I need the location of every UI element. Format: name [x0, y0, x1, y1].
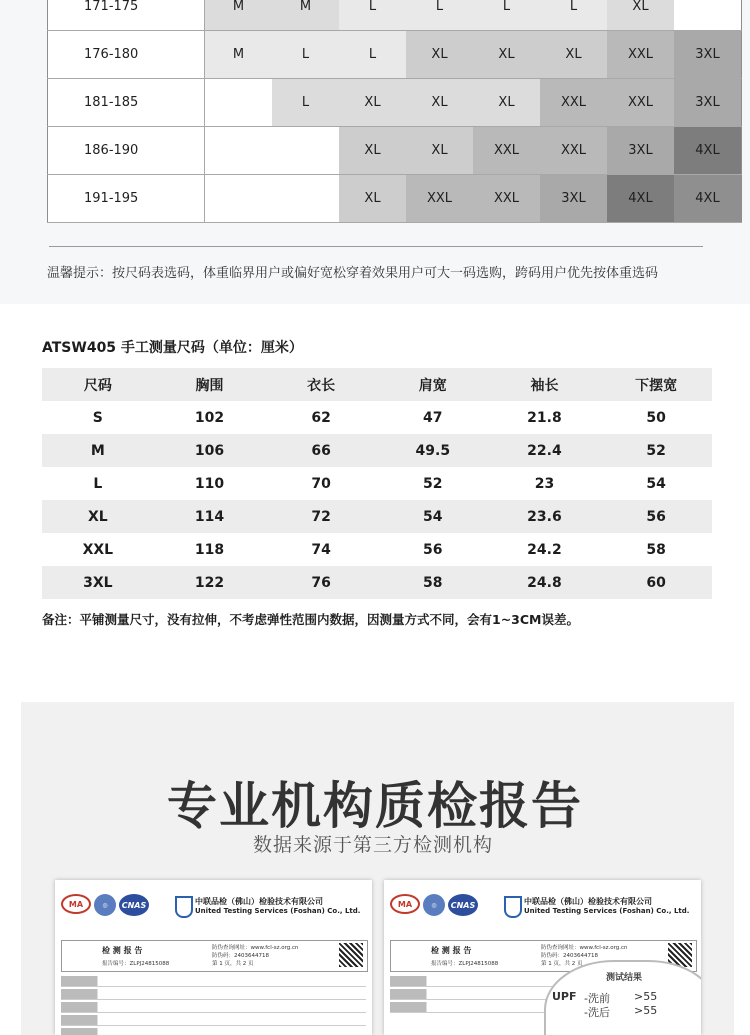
upf-before-value: >55: [634, 990, 658, 1003]
table-cell: 76: [311, 574, 331, 591]
size-cell: [205, 175, 273, 223]
size-cell: XL: [406, 79, 473, 127]
uts-logo-icon: [504, 896, 522, 918]
size-recommendation-grid: [47, 0, 742, 223]
magnified-result: [544, 960, 701, 1035]
size-tip: 温馨提示：按尺码表选码，体重临界用户或偏好宽松穿着效果用户可大一码选购，跨码用户优先按体重选码: [47, 266, 659, 281]
table-cell: 49.5: [415, 442, 451, 459]
size-cell: M: [205, 31, 273, 79]
table-cell: 24.2: [527, 541, 562, 558]
table-cell: 70: [311, 475, 331, 492]
size-cell: [205, 127, 273, 175]
table-cell: 110: [194, 475, 225, 492]
report-page: 第 1 页，共 2 页: [541, 961, 583, 967]
table-cell: 66: [311, 442, 331, 459]
size-cell: 3XL: [540, 175, 607, 223]
report-section-title: 专业机构质检报告: [167, 777, 583, 835]
table-cell: 122: [194, 574, 225, 591]
table-row: [42, 467, 712, 500]
size-cell: L: [406, 0, 473, 31]
report-number: 报告编号：ZLPJ24815088: [102, 961, 170, 967]
table-cell: 60: [646, 574, 666, 591]
size-cell: M: [272, 0, 339, 31]
report-doc-title: 检 测 报 告: [431, 946, 472, 955]
size-cell: 3XL: [674, 79, 742, 127]
table-cell: 72: [311, 508, 331, 525]
report-code: 防伪码：2403644718: [541, 953, 598, 959]
size-cell: XXL: [540, 127, 607, 175]
size-cell: XL: [339, 127, 406, 175]
uts-logo-icon: [175, 896, 193, 918]
size-cell: L: [339, 0, 406, 31]
size-cell: L: [540, 0, 607, 31]
report-header-box: [61, 940, 368, 972]
size-cell: 4XL: [674, 175, 742, 223]
table-cell: 114: [194, 508, 225, 525]
size-cell: 4XL: [607, 175, 674, 223]
table-row: [42, 401, 712, 434]
table-cell: XL: [87, 508, 108, 525]
height-range-label: 176-180: [48, 31, 205, 79]
table-row: [42, 533, 712, 566]
table-cell: 58: [646, 541, 666, 558]
size-cell: 3XL: [607, 127, 674, 175]
table-cell: 118: [194, 541, 225, 558]
grid-row: [48, 127, 742, 175]
report-body-rows: [61, 976, 366, 1035]
measure-header-row: [42, 368, 712, 401]
size-cell: XXL: [607, 31, 674, 79]
size-cell: L: [272, 31, 339, 79]
measure-table-title: ATSW405 手工测量尺码（单位：厘米）: [42, 340, 303, 356]
table-cell: 56: [646, 508, 666, 525]
measure-note: 备注：平铺测量尺寸，没有拉伸，不考虑弹性范围内数据，因测量方式不同，会有1~3CM误差。: [42, 612, 579, 627]
size-cell: XXL: [607, 79, 674, 127]
size-cell: XXL: [473, 127, 540, 175]
upf-before-label: -洗前: [584, 992, 610, 1005]
size-cell: [205, 79, 273, 127]
table-cell: M: [90, 442, 105, 459]
table-cell: 106: [194, 442, 225, 459]
table-row: [42, 566, 712, 599]
table-cell: 21.8: [527, 409, 562, 426]
report-site: 防伪查询网址：www.fcl-sz.org.cn: [541, 945, 628, 951]
company-name-en: United Testing Services (Foshan) Co., Ltd.: [195, 907, 361, 915]
table-cell: 74: [311, 541, 331, 558]
report-page: 第 1 页，共 2 页: [212, 961, 254, 967]
company-name: 中联品检（佛山）检验技术有限公司: [195, 897, 323, 906]
header-shoulder: 肩宽: [418, 377, 447, 394]
size-cell: XL: [406, 31, 473, 79]
report-code: 防伪码：2403644718: [212, 953, 269, 959]
size-cell: 3XL: [674, 31, 742, 79]
company-name-en: United Testing Services (Foshan) Co., Ltd.: [524, 907, 690, 915]
table-row: [42, 434, 712, 467]
grid-row: [48, 0, 742, 31]
upf-label: UPF: [552, 990, 577, 1003]
size-cell: XXL: [473, 175, 540, 223]
cert-logos: [61, 894, 149, 916]
cnas-logo-icon: CNAS: [448, 894, 478, 916]
grid-row: [48, 175, 742, 223]
height-range-label: 171-175: [48, 0, 205, 31]
grid-row: [48, 79, 742, 127]
table-row: [42, 500, 712, 533]
size-cell: L: [272, 79, 339, 127]
height-range-label: 191-195: [48, 175, 205, 223]
size-cell: XL: [473, 31, 540, 79]
header-size: 尺码: [83, 377, 112, 394]
size-cell: XL: [339, 79, 406, 127]
result-title: 测试结果: [606, 973, 643, 983]
table-cell: 23.6: [527, 508, 562, 525]
header-sleeve: 袖长: [530, 377, 559, 394]
report-site: 防伪查询网址：www.fcl-sz.org.cn: [212, 945, 299, 951]
report-image-1[interactable]: [55, 880, 372, 1035]
report-image-2[interactable]: [384, 880, 701, 1035]
qr-code-icon: [339, 943, 363, 967]
size-cell: M: [205, 0, 273, 31]
size-cell: L: [339, 31, 406, 79]
size-cell: XL: [540, 31, 607, 79]
table-cell: 22.4: [527, 442, 562, 459]
upf-after-value: >55: [634, 1004, 658, 1017]
company-name: 中联品检（佛山）检验技术有限公司: [524, 897, 652, 906]
size-cell: L: [473, 0, 540, 31]
divider: [49, 246, 703, 247]
table-cell: 102: [194, 409, 225, 426]
table-cell: S: [92, 409, 103, 426]
table-cell: 54: [423, 508, 443, 525]
grid-row: [48, 31, 742, 79]
table-cell: 52: [423, 475, 443, 492]
cert-seal-icon: ◎: [94, 894, 116, 916]
size-cell: XL: [339, 175, 406, 223]
cnas-logo-icon: CNAS: [119, 894, 149, 916]
table-cell: 3XL: [83, 574, 113, 591]
upf-after-label: -洗后: [584, 1006, 610, 1019]
table-cell: 56: [423, 541, 443, 558]
size-cell: XXL: [540, 79, 607, 127]
table-cell: L: [93, 475, 103, 492]
report-number: 报告编号：ZLPJ24815088: [431, 961, 499, 967]
table-cell: XXL: [82, 541, 114, 558]
size-cell: XL: [607, 0, 674, 31]
cert-seal-icon: ◎: [423, 894, 445, 916]
size-cell: [272, 175, 339, 223]
size-cell: [674, 0, 742, 31]
ma-logo-icon: MA: [61, 894, 91, 914]
table-cell: 50: [646, 409, 666, 426]
header-length: 衣长: [307, 377, 336, 394]
cert-logos: [390, 894, 478, 916]
size-cell: 4XL: [674, 127, 742, 175]
table-cell: 58: [423, 574, 443, 591]
height-range-label: 186-190: [48, 127, 205, 175]
table-cell: 24.8: [527, 574, 562, 591]
report-section-subtitle: 数据来源于第三方检测机构: [252, 834, 493, 856]
measure-table: [42, 368, 712, 599]
height-range-label: 181-185: [48, 79, 205, 127]
size-cell: [272, 127, 339, 175]
table-cell: 54: [646, 475, 666, 492]
size-cell: XL: [473, 79, 540, 127]
table-cell: 47: [423, 409, 443, 426]
report-doc-title: 检 测 报 告: [102, 946, 143, 955]
table-cell: 62: [311, 409, 331, 426]
size-cell: XXL: [406, 175, 473, 223]
header-hem: 下摆宽: [635, 377, 678, 394]
table-cell: 23: [534, 475, 555, 492]
ma-logo-icon: MA: [390, 894, 420, 914]
size-cell: XL: [406, 127, 473, 175]
header-chest: 胸围: [195, 377, 224, 394]
table-cell: 52: [646, 442, 666, 459]
